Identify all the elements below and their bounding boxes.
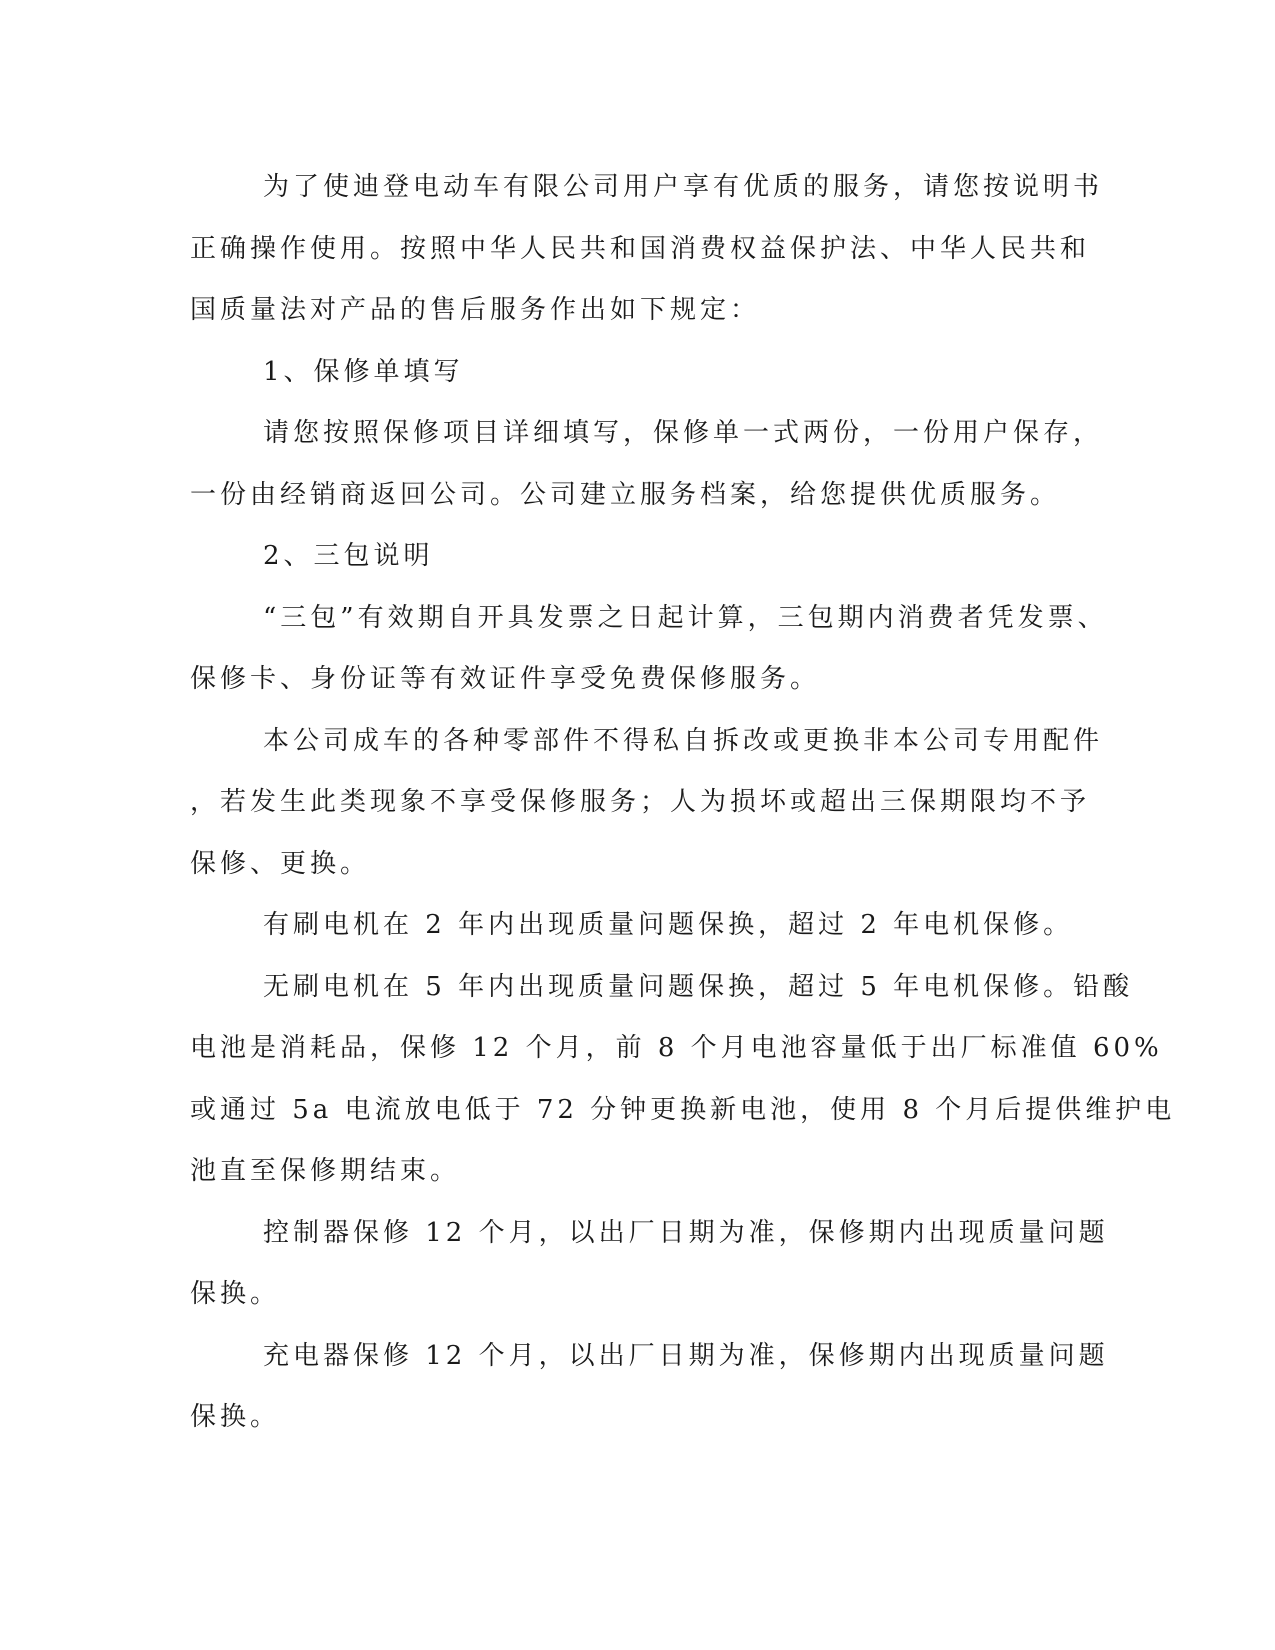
controller-paragraph: [190, 1203, 1109, 1326]
text-line: 池直至保修期结束。: [190, 1156, 461, 1186]
text-line: 正确操作使用。按照中华人民共和国消费权益保护法、中华人民共和: [190, 233, 1091, 264]
text-line: 无刷电机在 5 年内出现质量问题保换，超过 5 年电机保修。铅酸: [263, 971, 1134, 1002]
guarantee-period-paragraph: [190, 588, 1108, 711]
text-line: 国质量法对产品的售后服务作出如下规定：: [190, 295, 761, 325]
brushed-motor-paragraph: [190, 895, 1080, 957]
text-line: 保修卡、身份证等有效证件享受免费保修服务。: [190, 664, 821, 694]
text-line: “三包”有效期自开具发票之日起计算，三包期内消费者凭发票、: [263, 602, 1108, 633]
brushless-motor-battery-paragraph: [190, 957, 1176, 1203]
text-line: 一份由经销商返回公司。公司建立服务档案，给您提供优质服务。: [190, 479, 1061, 510]
text-line: 为了使迪登电动车有限公司用户享有优质的服务，请您按说明书: [263, 172, 1104, 202]
text-line: 控制器保修 12 个月，以出厂日期为准，保修期内出现质量问题: [263, 1217, 1109, 1248]
text-line: 请您按照保修项目详细填写，保修单一式两份，一份用户保存，: [263, 418, 1104, 448]
parts-modification-paragraph: [190, 711, 1104, 896]
text-line: 1、保修单填写: [263, 356, 464, 387]
text-line: 有刷电机在 2 年内出现质量问题保换，超过 2 年电机保修。: [263, 910, 1074, 940]
text-line: 充电器保修 12 个月，以出厂日期为准，保修期内出现质量问题: [263, 1340, 1109, 1371]
intro-paragraph: [190, 157, 1104, 342]
document-body: [190, 157, 1176, 1449]
text-line: 保换。: [190, 1279, 281, 1309]
text-line: 或通过 5a 电流放电低于 72 分钟更换新电池，使用 8 个月后提供维护电: [190, 1094, 1176, 1125]
warranty-card-paragraph: [190, 403, 1104, 526]
section-heading-warranty-card: [190, 342, 1080, 404]
text-line: 保换。: [190, 1402, 281, 1432]
text-line: 电池是消耗品，保修 12 个月，前 8 个月电池容量低于出厂标准值 60%: [190, 1033, 1163, 1063]
text-line: 本公司成车的各种零部件不得私自拆改或更换非本公司专用配件: [263, 725, 1104, 756]
section-heading-three-guarantees: [190, 526, 1080, 588]
text-line: 2、三包说明: [263, 541, 434, 571]
text-line: ，若发生此类现象不享受保修服务；人为损坏或超出三保期限均不予: [190, 787, 1091, 817]
text-line: 保修、更换。: [190, 848, 371, 879]
charger-paragraph: [190, 1326, 1109, 1449]
